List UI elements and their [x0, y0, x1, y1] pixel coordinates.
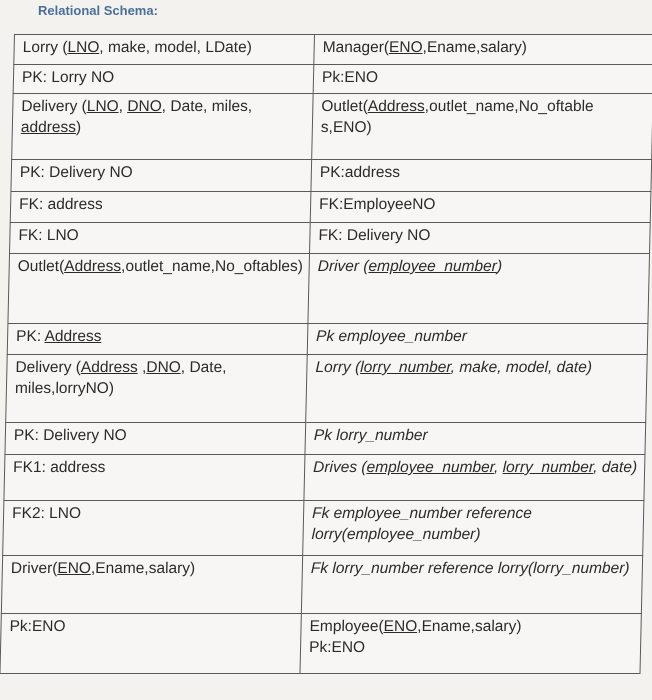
cell-lorry-pk: PK: Lorry NO [13, 65, 314, 94]
section-heading: Relational Schema: [38, 3, 158, 18]
cell-delivery-pk-2: PK: Delivery NO [5, 423, 306, 455]
table-row [10, 192, 651, 223]
table-row [1, 556, 642, 614]
cell-driver-pk: Pk employee_number [307, 324, 648, 355]
cell-lorry-relation-2: Lorry (lorry_number, make, model, date) [306, 355, 648, 423]
cell-delivery-pk: PK: Delivery NO [11, 160, 312, 192]
cell-outlet-pk-2: PK: Address [7, 324, 308, 355]
table-row [3, 501, 644, 556]
cell-delivery-fk2: FK2: LNO [3, 501, 304, 556]
table-row [10, 223, 651, 254]
relational-schema-table [0, 34, 652, 674]
cell-drives-fk-lorry: Fk lorry_number reference lorry(lorry_number) [301, 556, 642, 614]
cell-outlet-pk: PK:address [311, 160, 652, 192]
cell-manager-pk: Pk:ENO [313, 65, 652, 94]
cell-delivery-relation-2: Delivery (Address ,DNO, Date, miles,lorryNO) [6, 355, 308, 423]
table-row [6, 355, 648, 423]
table-row [11, 160, 652, 192]
table-row [13, 65, 652, 94]
cell-driver-relation: Driver (employee_number) [308, 254, 650, 324]
table-row [5, 423, 646, 455]
table-row [0, 614, 641, 674]
table-row [4, 455, 645, 501]
cell-outlet-relation-2: Outlet(Address,outlet_name,No_oftables) [8, 254, 310, 324]
cell-lorry-pk-2: Pk lorry_number [305, 423, 646, 455]
cell-driver-relation-2: Driver(ENO,Ename,salary) [1, 556, 302, 614]
table-row [8, 254, 650, 324]
cell-lorry-relation: Lorry (LNO, make, model, LDate) [14, 35, 315, 65]
cell-delivery-fk-address: FK: address [10, 192, 311, 223]
cell-outlet-fk-delivery: FK: Delivery NO [310, 223, 651, 254]
table-row [7, 324, 648, 355]
cell-delivery-fk1: FK1: address [4, 455, 305, 501]
cell-delivery-fk-lno: FK: LNO [10, 223, 311, 254]
table-row [14, 35, 652, 65]
cell-drives-fk-employee: Fk employee_number reference lorry(employee_number) [303, 501, 644, 556]
cell-employee-relation: Employee(ENO,Ename,salary) Pk:ENO [300, 614, 641, 674]
cell-manager-relation: Manager(ENO,Ename,salary) [314, 35, 652, 65]
cell-drives-relation: Drives (employee_number, lorry_number, date) [304, 455, 645, 501]
cell-delivery-relation: Delivery (LNO, DNO, Date, miles, address) [12, 94, 313, 160]
table-row [12, 94, 652, 160]
cell-outlet-relation: Outlet(Address,outlet_name,No_oftable s,ENO) [312, 94, 652, 160]
cell-driver-pk-2: Pk:ENO [0, 614, 301, 674]
cell-outlet-fk-employee: FK:EmployeeNO [310, 192, 651, 223]
